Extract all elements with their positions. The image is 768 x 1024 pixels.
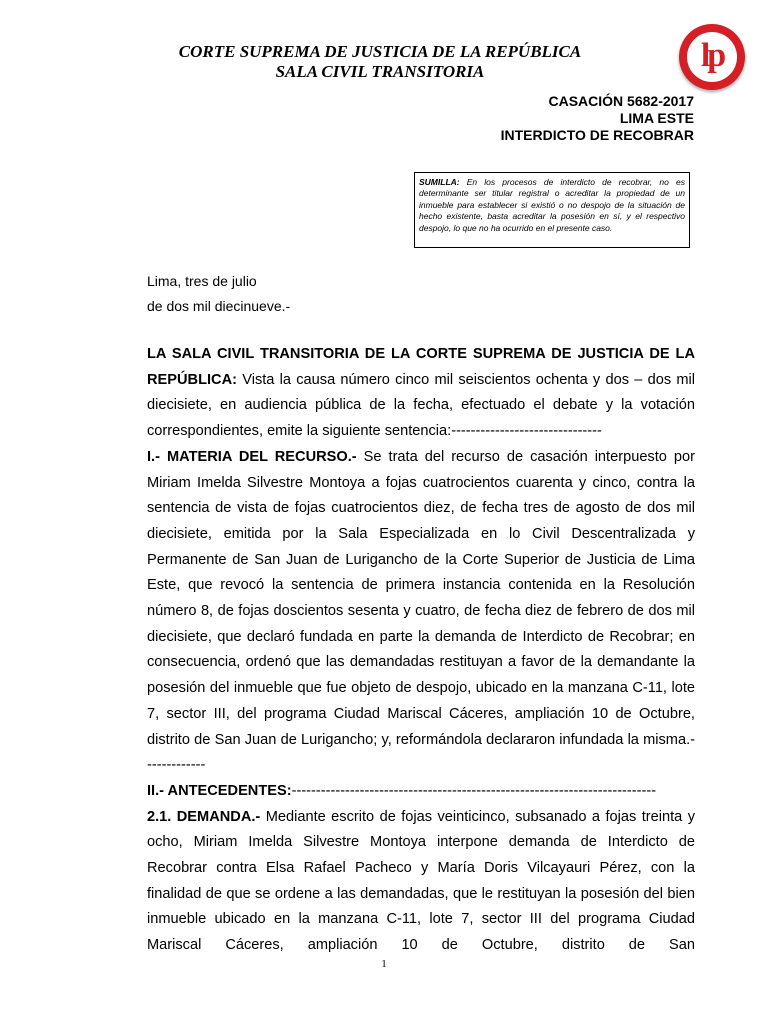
date-line-1: Lima, tres de julio [147,273,257,289]
case-subject: INTERDICTO DE RECOBRAR [500,127,694,143]
court-title: CORTE SUPREMA DE JUSTICIA DE LA REPÚBLICA [178,42,582,61]
section-2-dashes: --------------------------------------------------------------------------- [291,782,657,799]
section-1-heading: I.- MATERIA DEL RECURSO.- [147,448,357,465]
case-number: CASACIÓN 5682-2017 [548,93,694,109]
lp-logo-text: lp [687,32,737,82]
document-body [147,342,695,959]
chamber-title: SALA CIVIL TRANSITORIA [275,62,485,81]
date-line-2: de dos mil diecinueve.- [147,298,291,314]
section-1-text: Se trata del recurso de casación interpuesto por Miriam Imelda Silvestre Montoya a fojas cuatrocientos cuarenta y cinco, contra la sentencia de vista de fojas cuatrocientos diez, de fecha tres de agosto de dos mil diecisiete, emitida por la Sala Especializada en lo Civil Descentralizada y Permanente de San Juan de Lurigancho de la Corte Superior de Justicia de Lima Este, que revocó la sentencia de primera instancia contenida en la Resolución número 8, de fojas doscientos sesenta y cuatro, de fecha diez de febrero de dos mil diecisiete, que declaró fundada en parte la demanda de Interdicto de Recobrar; en consecuencia, ordenó que las demandadas restituyan a favor de la demandante la posesión del inmueble que fue objeto de despojo, ubicado en la manzana C-11, lote 7, sector III, del programa Ciudad Mariscal Cáceres, ampliación 10 de Octubre, distrito de San Juan de Lurigancho; y, reformándola declararon infundada la misma.------------- [147,448,695,774]
section-2-heading-line [147,779,695,805]
intro-text: Vista la causa número cinco mil seiscientos ochenta y dos – dos mil diecisiete, en audiencia pública de la fecha, efectuado el debate y la votación correspondientes, emite la siguiente sentencia:------------------------------- [147,371,695,440]
section-1-paragraph [147,445,695,779]
sumilla-box [414,172,690,248]
subsection-2-1-heading: 2.1. DEMANDA.- [147,808,261,825]
intro-heading: LA SALA CIVIL TRANSITORIA DE LA CORTE SUPREMA DE JUSTICIA DE LA REPÚBLICA: [147,346,695,388]
intro-paragraph [147,342,695,445]
page-number: 1 [381,958,387,970]
subsection-2-1-text: Mediante escrito de fojas veinticinco, subsanado a fojas treinta y ocho, Miriam Imelda Silvestre Montoya interpone demanda de Interdicto de Recobrar contra Elsa Rafael Pacheco y María Doris Vilcayauri Pérez, con la finalidad de que se ordene a las demandadas, que le restituyan la posesión del bien inmueble ubicado en la manzana C-11, lote 7, sector III del programa Ciudad Mariscal Cáceres, ampliación 10 de Octubre, distrito de San [147,808,695,954]
subsection-2-1-paragraph [147,805,695,959]
sumilla-label: SUMILLA: [419,177,460,187]
section-2-heading: II.- ANTECEDENTES: [147,782,292,799]
lp-logo [679,24,745,90]
case-district: LIMA ESTE [619,110,694,126]
sumilla-text: En los procesos de interdicto de recobrar, no es determinante ser titular registral o acreditar la propiedad de un inmueble para establecer si existió o no despojo de la situación de hecho existente, basta acreditar la posesión en sí, y el respectivo despojo, lo que no ha ocurrido en el presente caso. [419,177,685,233]
